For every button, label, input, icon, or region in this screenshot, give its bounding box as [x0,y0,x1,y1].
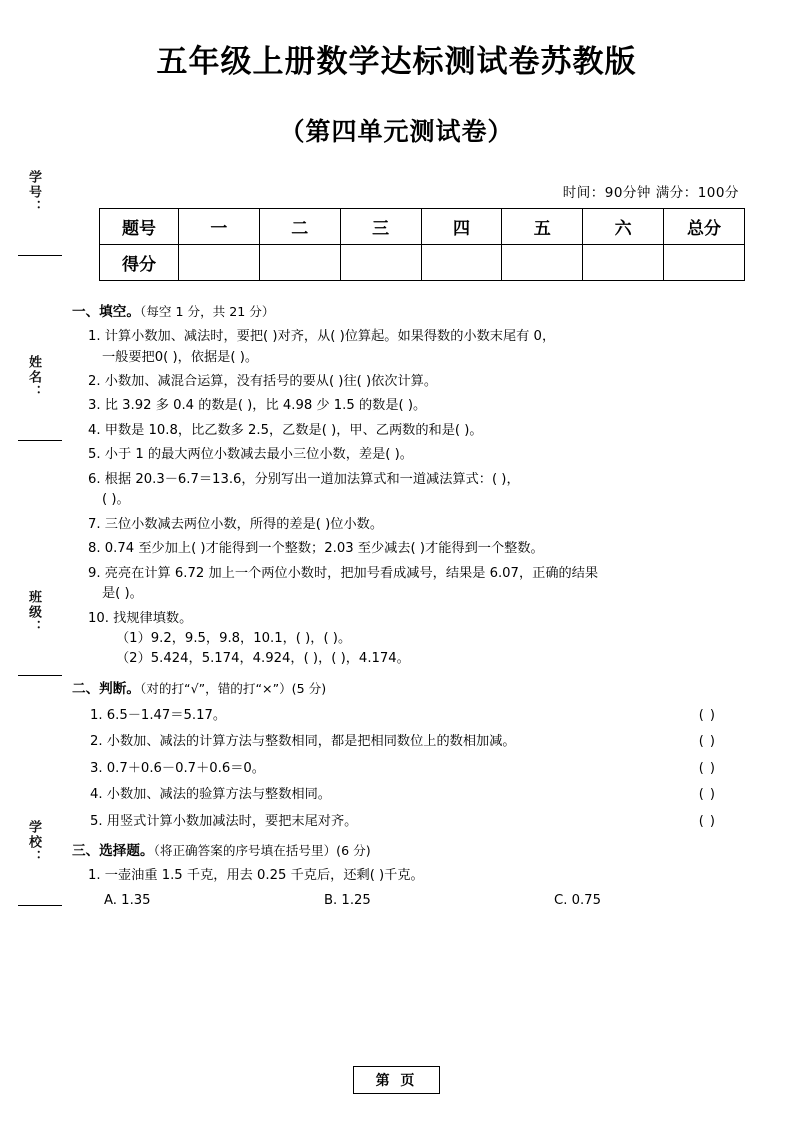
section-note: （对的打“√”，错的打“×”）(5 分) [139,680,327,696]
true-false-item [72,706,732,726]
score-table-cell: 四 [421,209,502,245]
question-line: 2. 小数加、减混合运算，没有括号的要从( )往( )依次计算。 [88,373,438,389]
page-footer [0,1066,793,1094]
section-title: 一、填空。 [72,304,140,320]
question-line: 9. 亮亮在计算 6.72 加上一个两位小数时，把加号看成减号，结果是 6.07，正确的结果 [88,565,599,581]
side-divider-1 [18,255,62,256]
score-table-cell-blank[interactable] [340,245,421,281]
question-line: 7. 三位小数减去两位小数，所得的差是( )位小数。 [88,516,384,532]
question-8 [72,539,732,559]
question-7 [72,515,732,535]
exam-content [72,293,732,911]
question-2 [72,372,732,392]
side-label-name: 姓名： [26,355,41,400]
exam-meta: 时间：90分钟 满分：100分 [562,185,739,201]
score-table-cell-blank[interactable] [502,245,583,281]
true-false-item [72,785,732,805]
question-line: 4. 甲数是 10.8，比乙数多 2.5，乙数是( )，甲、乙两数的和是( )。 [88,422,483,438]
question-line: 1. 计算小数加、减法时，要把( )对齐，从( )位算起。如果得数的小数末尾有 0， [88,329,556,345]
question-10 [72,609,732,670]
question-line: 3. 比 3.92 多 0.4 的数是( )，比 4.98 少 1.5 的数是( )。 [88,398,427,414]
score-table [99,208,745,281]
page-number: 第 页 [353,1066,441,1094]
score-table-cell: 六 [583,209,664,245]
side-labels [18,170,58,1070]
section-heading-multiple-choice [72,841,732,862]
true-false-text: 1. 6.5－1.47＝5.17。 [90,707,227,723]
answer-bracket[interactable]: ( ) [698,787,716,803]
question-subline: （2）5.424，5.174，4.924，( )，( )，4.174。 [116,651,410,667]
answer-bracket[interactable]: ( ) [698,813,716,829]
question-4 [72,421,732,441]
question-subline: （1）9.2，9.5，9.8，10.1，( )，( )。 [116,630,352,646]
score-table-cell-blank[interactable] [179,245,260,281]
section-title: 三、选择题。 [72,843,154,860]
true-false-text: 2. 小数加、减法的计算方法与整数相同，都是把相同数位上的数相加减。 [90,734,516,750]
choice-options-row [72,891,732,911]
table-row [100,209,745,245]
true-false-text: 5. 用竖式计算小数加减法时，要把末尾对齐。 [90,813,358,829]
question-line: ( )。 [102,492,130,508]
score-table-cell: 二 [259,209,340,245]
section-heading-fill-in-blank [72,302,732,323]
question-1 [72,327,732,368]
score-table-cell: 得分 [100,245,179,281]
side-label-student-id: 学号： [26,170,41,215]
true-false-text: 3. 0.7＋0.6－0.7＋0.6＝0。 [90,760,265,776]
score-table-cell-blank[interactable] [421,245,502,281]
page-subtitle: （第四单元测试卷） [279,117,514,146]
side-divider-4 [18,905,62,906]
true-false-text: 4. 小数加、减法的验算方法与整数相同。 [90,787,331,803]
answer-bracket[interactable]: ( ) [698,760,716,776]
question-line: 10. 找规律填数。 [88,610,193,626]
choice-question-1 [72,866,732,886]
score-table-cell-blank[interactable] [583,245,664,281]
question-3 [72,396,732,416]
section-heading-true-false [72,679,732,700]
question-line: 一般要把0( )，依据是( )。 [102,349,259,365]
section-title: 二、判断。 [72,680,140,697]
answer-bracket[interactable]: ( ) [698,734,716,750]
side-divider-2 [18,440,62,441]
question-9 [72,564,732,605]
true-false-item [72,812,732,832]
side-divider-3 [18,675,62,676]
score-table-cell: 一 [179,209,260,245]
choice-option-a[interactable]: A. 1.35 [104,892,151,908]
true-false-item [72,759,732,779]
section-note: （将正确答案的序号填在括号里）(6 分) [153,843,371,859]
page-title: 五年级上册数学达标测试卷苏教版 [156,44,637,80]
side-label-school: 学校： [26,820,41,865]
true-false-item [72,732,732,752]
score-table-cell: 三 [340,209,421,245]
question-line: 5. 小于 1 的最大两位小数减去最小三位小数，差是( )。 [88,447,413,463]
score-table-cell-blank[interactable] [259,245,340,281]
question-line: 8. 0.74 至少加上( )才能得到一个整数；2.03 至少减去( )才能得到一个整数。 [88,541,544,557]
question-5 [72,445,732,465]
choice-option-c[interactable]: C. 0.75 [554,892,601,908]
side-label-class: 班级： [26,590,41,635]
question-line: 1. 一壶油重 1.5 千克，用去 0.25 千克后，还剩( )千克。 [88,868,424,884]
question-line: 是( )。 [102,586,143,602]
question-6 [72,470,732,511]
choice-option-b[interactable]: B. 1.25 [324,892,371,908]
answer-bracket[interactable]: ( ) [698,707,716,723]
score-table-cell: 总分 [664,209,745,245]
section-note: （每空 1 分，共 21 分） [139,304,275,319]
score-table-cell: 题号 [100,209,179,245]
table-row [100,245,745,281]
question-line: 6. 根据 20.3－6.7＝13.6，分别写出一道加法算式和一道减法算式：( )， [88,471,520,487]
score-table-cell: 五 [502,209,583,245]
score-table-cell-blank[interactable] [664,245,745,281]
